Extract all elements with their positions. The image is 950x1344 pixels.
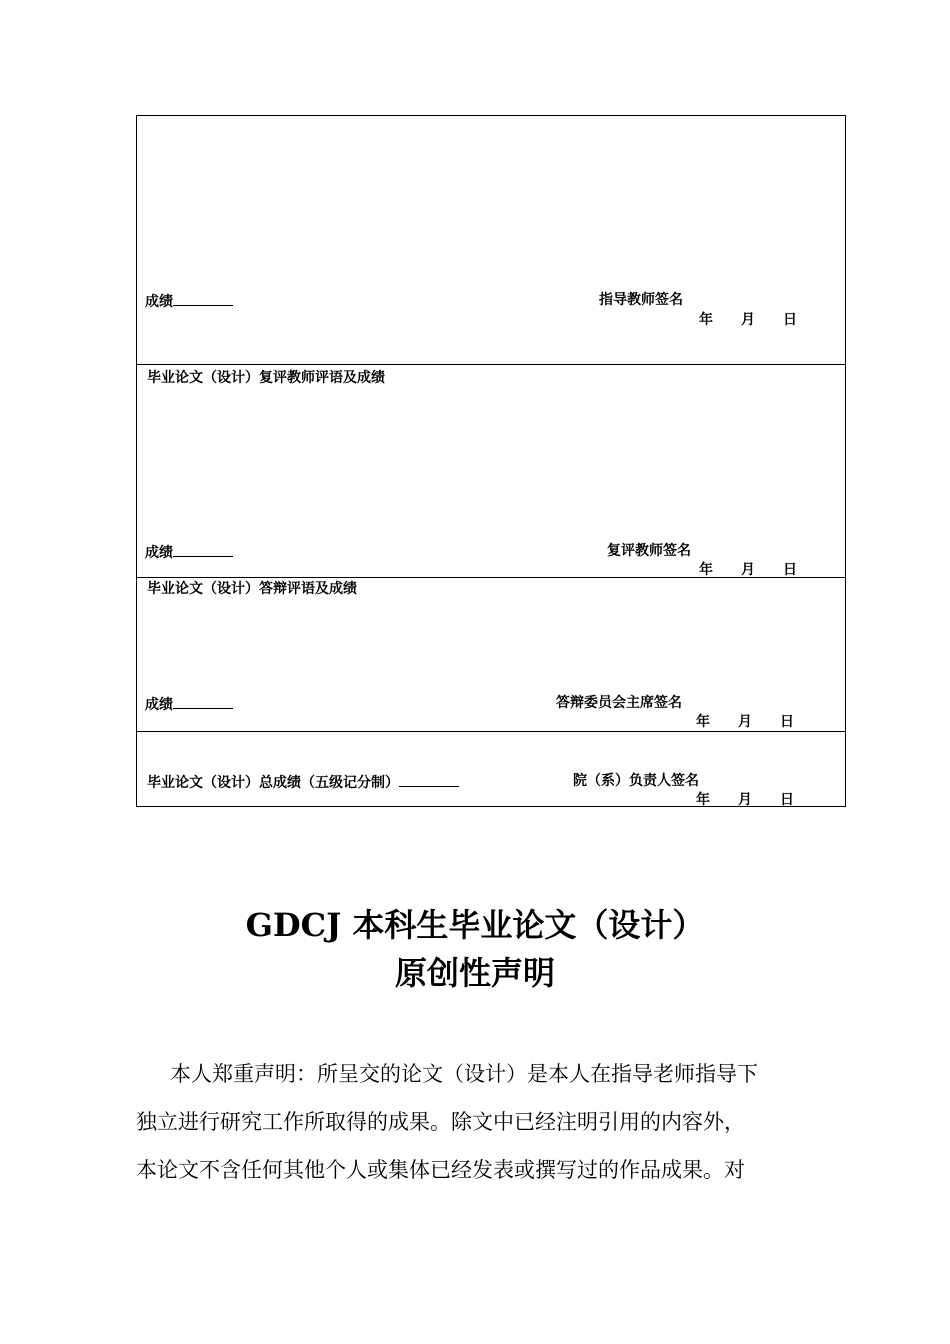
total-grade-field <box>147 772 459 792</box>
total-date-day: 日 <box>780 792 794 808</box>
reviewer-heading: 毕业论文（设计）复评教师评语及成绩 <box>147 370 385 386</box>
total-section <box>137 731 845 808</box>
declaration-paragraph-line: 本人郑重声明：所呈交的论文（设计）是本人在指导老师指导下 <box>170 1062 758 1086</box>
defense-heading: 毕业论文（设计）答辩评语及成绩 <box>147 581 357 597</box>
reviewer-date-year: 年 <box>699 562 713 578</box>
reviewer-grade-label: 成绩 <box>145 545 173 561</box>
advisor-signature-label: 指导教师签名 <box>599 292 683 308</box>
defense-grade-field <box>145 694 233 714</box>
reviewer-section <box>137 364 845 577</box>
total-date-month: 月 <box>738 792 752 808</box>
advisor-date-day: 日 <box>783 312 797 328</box>
declaration-subtitle: 原创性声明 <box>394 954 555 992</box>
declaration-paragraph-line: 独立进行研究工作所取得的成果。除文中已经注明引用的内容外， <box>136 1110 745 1134</box>
advisor-grade-blank <box>173 291 233 306</box>
reviewer-grade-field <box>145 542 233 562</box>
reviewer-grade-blank <box>173 542 233 557</box>
declaration-title: GDCJ 本科生毕业论文（设计） <box>245 906 705 944</box>
defense-date-month: 月 <box>738 714 752 730</box>
advisor-section <box>137 116 845 364</box>
advisor-grade-field <box>145 291 233 311</box>
total-grade-label: 毕业论文（设计）总成绩（五级记分制） <box>147 775 399 791</box>
reviewer-date-month: 月 <box>741 562 755 578</box>
total-signature-label: 院（系）负责人签名 <box>573 773 699 789</box>
total-date-year: 年 <box>696 792 710 808</box>
total-date <box>696 791 794 809</box>
defense-section <box>137 577 845 731</box>
advisor-date <box>699 311 797 329</box>
advisor-date-month: 月 <box>741 312 755 328</box>
declaration-paragraph-line: 本论文不含任何其他个人或集体已经发表或撰写过的作品成果。对 <box>136 1158 745 1182</box>
defense-grade-blank <box>173 694 233 709</box>
total-grade-blank <box>399 772 459 787</box>
defense-date <box>696 713 794 731</box>
defense-date-year: 年 <box>696 714 710 730</box>
advisor-grade-label: 成绩 <box>145 294 173 310</box>
reviewer-signature-label: 复评教师签名 <box>607 543 691 559</box>
defense-date-day: 日 <box>780 714 794 730</box>
defense-signature-label: 答辩委员会主席签名 <box>556 695 682 711</box>
advisor-date-year: 年 <box>699 312 713 328</box>
evaluation-form-table <box>136 115 846 807</box>
reviewer-date-day: 日 <box>783 562 797 578</box>
defense-grade-label: 成绩 <box>145 697 173 713</box>
